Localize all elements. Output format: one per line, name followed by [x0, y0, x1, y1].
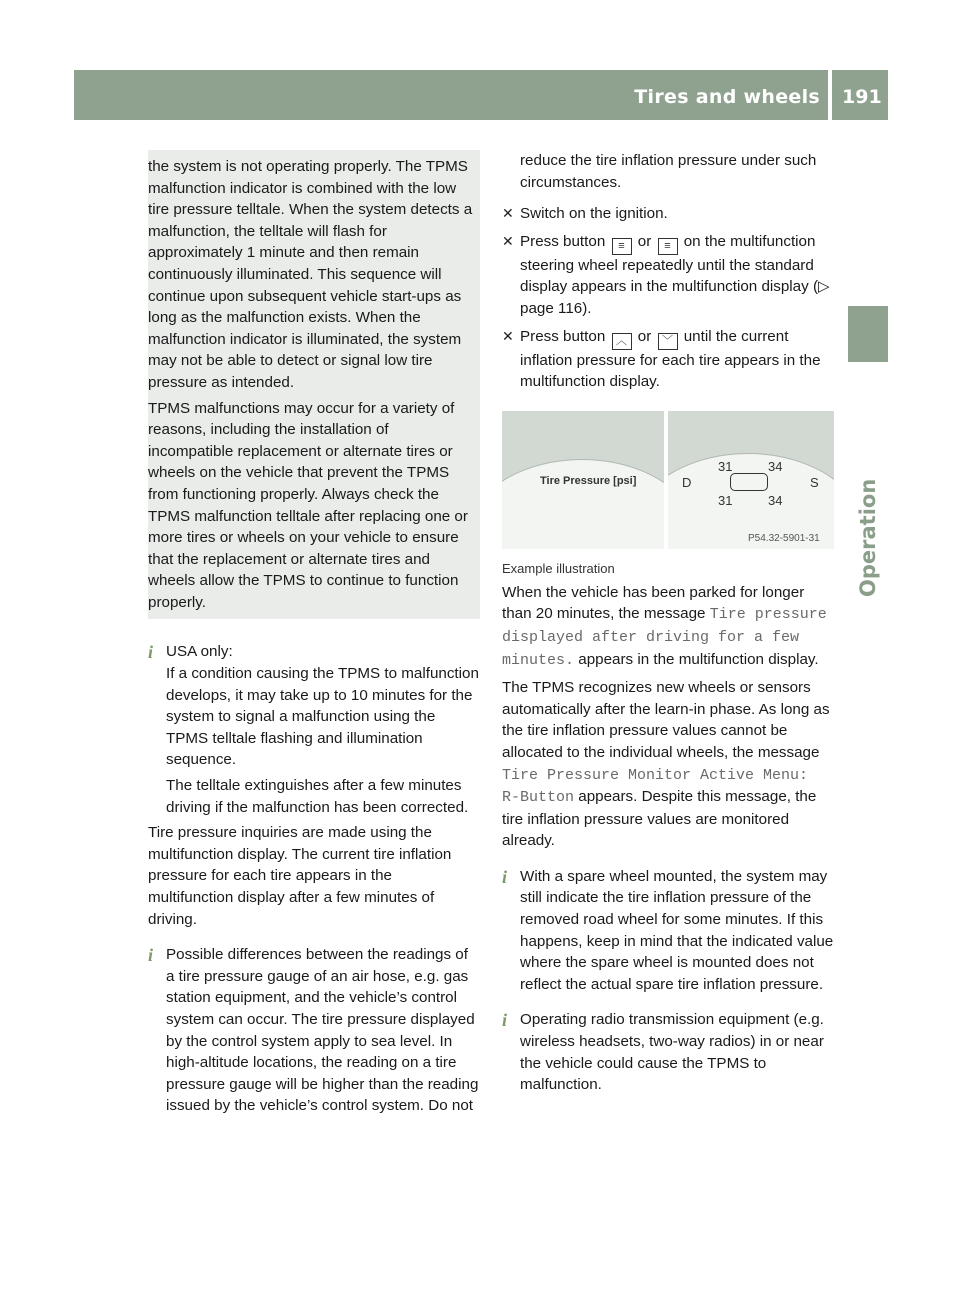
gear-s: S — [810, 474, 819, 490]
tire-front-left: 31 — [718, 458, 733, 474]
warning-box — [148, 150, 480, 619]
body-paragraph — [502, 582, 834, 671]
body-text-part: appears in the multifunction display. — [578, 650, 819, 668]
step-text-part: Press button — [520, 232, 606, 250]
step-text — [520, 231, 834, 320]
header-separator — [828, 70, 832, 120]
step-text: Switch on the ignition. — [520, 205, 668, 223]
up-button-icon: ︿ — [612, 333, 632, 350]
section-title: Tires and wheels — [634, 86, 820, 108]
step-text-part: until the current inflation pressure for each tire appears in the multifunction display. — [520, 327, 821, 391]
tire-front-right: 34 — [768, 458, 783, 474]
down-button-icon: ﹀ — [658, 333, 678, 350]
step-marker-icon: ✕ — [502, 205, 514, 222]
tire-rear-left: 31 — [718, 492, 733, 508]
step-marker-icon: ✕ — [502, 232, 514, 249]
step-text-part: on the multifunction steering wheel repeatedly until the standard display appears in the multifunction display (▷ page 116). — [520, 232, 830, 317]
step-text-part: or — [637, 232, 652, 250]
figure-ref-code: P54.32-5901-31 — [748, 532, 820, 544]
display-panel-right — [668, 411, 834, 549]
step-item — [502, 231, 834, 320]
example-illustration — [502, 411, 834, 549]
side-tab-label: Operation — [856, 478, 880, 597]
step-text-part: or — [637, 327, 652, 345]
info-icon: i — [148, 945, 154, 966]
left-column — [148, 150, 480, 1117]
info-paragraph: The telltale extinguishes after a few minutes driving if the malfunction has been corrected. — [166, 777, 469, 816]
info-note-differences — [148, 944, 480, 1117]
display-panel-left — [502, 411, 664, 549]
side-tab-label-wrap — [848, 372, 888, 602]
info-heading: USA only: — [166, 643, 233, 661]
previous-display-button-icon: ≡ — [612, 238, 632, 255]
step-marker-icon: ✕ — [502, 327, 514, 344]
step-item — [502, 326, 834, 393]
info-paragraph: If a condition causing the TPMS to malfunction develops, it may take up to 10 minutes for the system to signal a malfunction using the TPMS telltale flashing and illumination sequence. — [166, 665, 479, 769]
display-label: Tire Pressure [psi] — [540, 474, 637, 487]
body-paragraph: Tire pressure inquiries are made using the multifunction display. The current tire inflation pressure for each tire appears in the multifunction display after a few minutes of driving. — [148, 824, 452, 928]
info-icon: i — [502, 866, 508, 887]
info-paragraph: Operating radio transmission equipment (e.g. wireless headsets, two-way radios) in or near the vehicle could cause the TPMS to malfunction. — [520, 1011, 824, 1094]
tire-rear-right: 34 — [768, 492, 783, 508]
step-text — [520, 326, 834, 393]
display-dial — [502, 459, 664, 549]
side-tab-marker — [848, 306, 888, 362]
body-paragraph — [502, 677, 834, 852]
right-column — [502, 150, 834, 1096]
info-note-radio — [502, 1009, 834, 1095]
display-message: Tire pressure displayed after driving for a few minutes. — [502, 606, 827, 669]
body-text-part: The TPMS recognizes new wheels or sensors automatically after the learn-in phase. As long as the tire inflation pressure values cannot be allocated to the individual wheels, the message — [502, 679, 830, 761]
figure-caption: Example illustration — [502, 560, 615, 576]
info-note-spare-wheel — [502, 866, 834, 996]
gear-d: D — [682, 474, 692, 490]
step-text-part: Press button — [520, 327, 606, 345]
step-item — [502, 203, 834, 225]
display-message: Tire Pressure Monitor Active Menu: R-Button — [502, 766, 809, 807]
warning-paragraph-1: the system is not operating properly. The TPMS malfunction indicator is combined with the low tire pressure telltale. When the system detects a malfunction, the telltale will flash for approximately 1 minute and then remain continuously illuminated. This sequence will continue upon subsequent vehicle start-ups as long as the malfunction exists. When the malfunction indicator is illuminated, the system may not be able to detect or signal low tire pressure as intended. — [148, 158, 473, 391]
warning-paragraph-2: TPMS malfunctions may occur for a variety of reasons, including the installation of incompatible replacement or alternate tires or wheels on the vehicle that prevent the TPMS from functioning properly. Always check the TPMS malfunction telltale after replacing one or more tires or wheels on your vehicle to ensure that the replacement or alternate tires and wheels allow the TPMS to continue to function properly. — [148, 399, 468, 611]
info-paragraph: With a spare wheel mounted, the system may still indicate the tire inflation pressure of the removed road wheel for some minutes. If this happens, keep in mind that the indicated value where the spare wheel is mounted does not reflect the actual spare tire inflation pressure. — [520, 867, 834, 993]
next-display-button-icon: ≡ — [658, 238, 678, 255]
page-number: 191 — [842, 86, 882, 108]
info-paragraph: Possible differences between the readings of a tire pressure gauge of an air hose, e.g. gas station equipment, and the vehicle’s control system can occur. The tire pressure displayed by the control system apply to sea level. In high-altitude locations, the reading on a tire pressure gauge will be higher than the reading issued by the vehicle’s control system. Do not — [166, 946, 479, 1115]
car-outline-icon — [730, 473, 768, 491]
continued-paragraph: reduce the tire inflation pressure under such circumstances. — [520, 152, 817, 191]
info-note-usa — [148, 641, 480, 818]
info-icon: i — [502, 1010, 508, 1031]
body-text-part: appears. Despite this message, the tire inflation pressure values are monitored already. — [502, 788, 817, 850]
info-icon: i — [148, 642, 154, 663]
body-text-part: When the vehicle has been parked for longer than 20 minutes, the message — [502, 583, 805, 623]
